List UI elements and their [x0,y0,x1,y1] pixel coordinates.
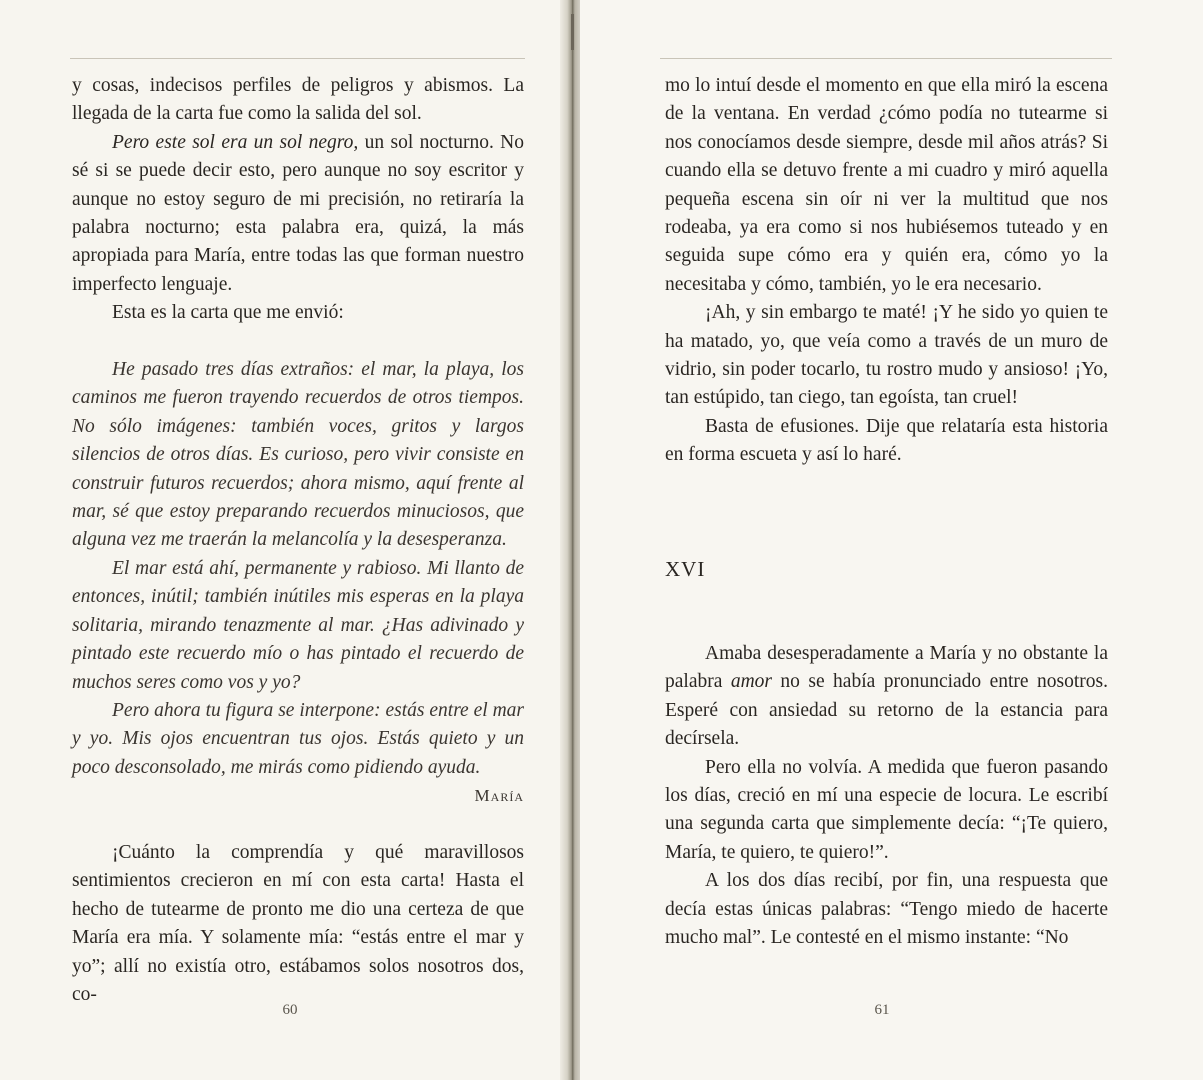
paragraph: mo lo intuí desde el momento en que ella miró la escena de la ventana. En verdad ¿cómo podía no tutearme si nos conocíamos desde siempre, desde mil años atrás? Si cuando ella se detuvo frente a mi cuadro y miró aquella pequeña escena sin oír ni ver la multitud que nos rodeaba, ya era como si nos hubiésemos tuteado y en seguida supe cómo era y quién era, cómo yo la necesitaba y cómo, también, yo le era necesario. [665,75,1108,295]
paragraph: A los dos días recibí, por fin, una respuesta que decía estas únicas palabras: “Tengo miedo de hacerte mucho mal”. Le contesté en el mismo instante: “No [665,870,1108,949]
spacer [665,526,1108,554]
paragraph: Esta es la carta que me envió: [112,302,344,324]
paragraph: ¡Cuánto la comprendía y qué maravillosos sentimientos crecieron en mí con esta carta! Hasta el hecho de tutearme de pronto me dio una certeza de que María era mía. Y solamente mía: “estás entre el mar y yo”; allí no existía otro, estábamos solos nosotros dos, co- [72,841,524,1005]
paragraph-text: no se había pronunciado entre nosotros. Esperé con ansiedad su retorno de la estancia para decírsela. [665,671,1108,750]
paragraph-text: Amaba desesperadamente a María y no obstante la palabra [665,643,1108,693]
right-page-text [665,72,1108,953]
spacer [72,328,524,356]
left-page [0,0,566,1080]
spacer [665,612,1108,640]
italic-phrase: Pero este sol era un sol negro, [112,131,359,153]
spacer [665,498,1108,526]
spacer [665,470,1108,498]
chapter-heading: XVI [665,556,706,581]
page-number: 61 [874,1002,890,1018]
italic-word: amor [730,671,772,693]
paragraph: y cosas, indecisos perfiles de peligros y abismos. La llegada de la carta fue como la salida del sol. [72,75,524,125]
letter-signature: María [474,786,524,806]
gutter-mark [571,14,574,50]
paragraph: ¡Ah, y sin embargo te maté! ¡Y he sido yo quien te ha matado, yo, que veía como a través de un muro de vidrio, sin poder tocarlo, tu rostro mudo y ansioso! ¡Yo, tan estúpido, tan ciego, tan egoísta, tan cruel! [665,302,1108,409]
header-rule [660,58,1112,59]
spacer [665,583,1108,611]
paragraph [665,640,1108,754]
header-rule [70,58,525,59]
page-number: 60 [282,1002,298,1018]
paragraph [72,129,524,299]
letter-paragraph: He pasado tres días extraños: el mar, la playa, los caminos me fueron trayendo recuerdos de otros tiempos. No sólo imágenes: también voces, gritos y largos silencios de otros días. Es curioso, pero vivir consiste en construir futuros recuerdos; ahora mismo, aquí frente al mar, sé que estoy preparando recuerdos minuciosos, que alguna vez me traerán la melancolía y la desesperanza. [72,359,524,551]
paragraph: Pero ella no volvía. A medida que fueron pasando los días, creció en mí una especie de locura. Le escribí una segunda carta que simplemente decía: “¡Te quiero, María, te quiero, te quiero!”. [665,756,1108,863]
paragraph-text: un sol nocturno. No sé si se puede decir esto, pero aunque no soy escritor y aunque no estoy seguro de mi precisión, no retiraría la palabra nocturno; esta palabra era, quizá, la más apropiada para María, entre todas las que forman nuestro imperfecto lenguaje. [72,131,525,295]
left-page-text [72,72,524,1009]
paragraph: Basta de efusiones. Dije que relataría esta historia en forma escueta y así lo haré. [665,415,1108,466]
letter-paragraph: Pero ahora tu figura se interpone: estás entre el mar y yo. Mis ojos encuentran tus ojos. Estás quieto y un poco desconsolado, me mirás como pidiendo ayuda. [72,699,524,778]
spacer [72,811,524,839]
letter-paragraph: El mar está ahí, permanente y rabioso. Mi llanto de entonces, inútil; también inútiles mis esperas en la playa solitaria, mirando tenazmente al mar. ¿Has adivinado y pintado este recuerdo mío o has pintado el recuerdo de muchos seres como vos y yo? [72,557,524,693]
